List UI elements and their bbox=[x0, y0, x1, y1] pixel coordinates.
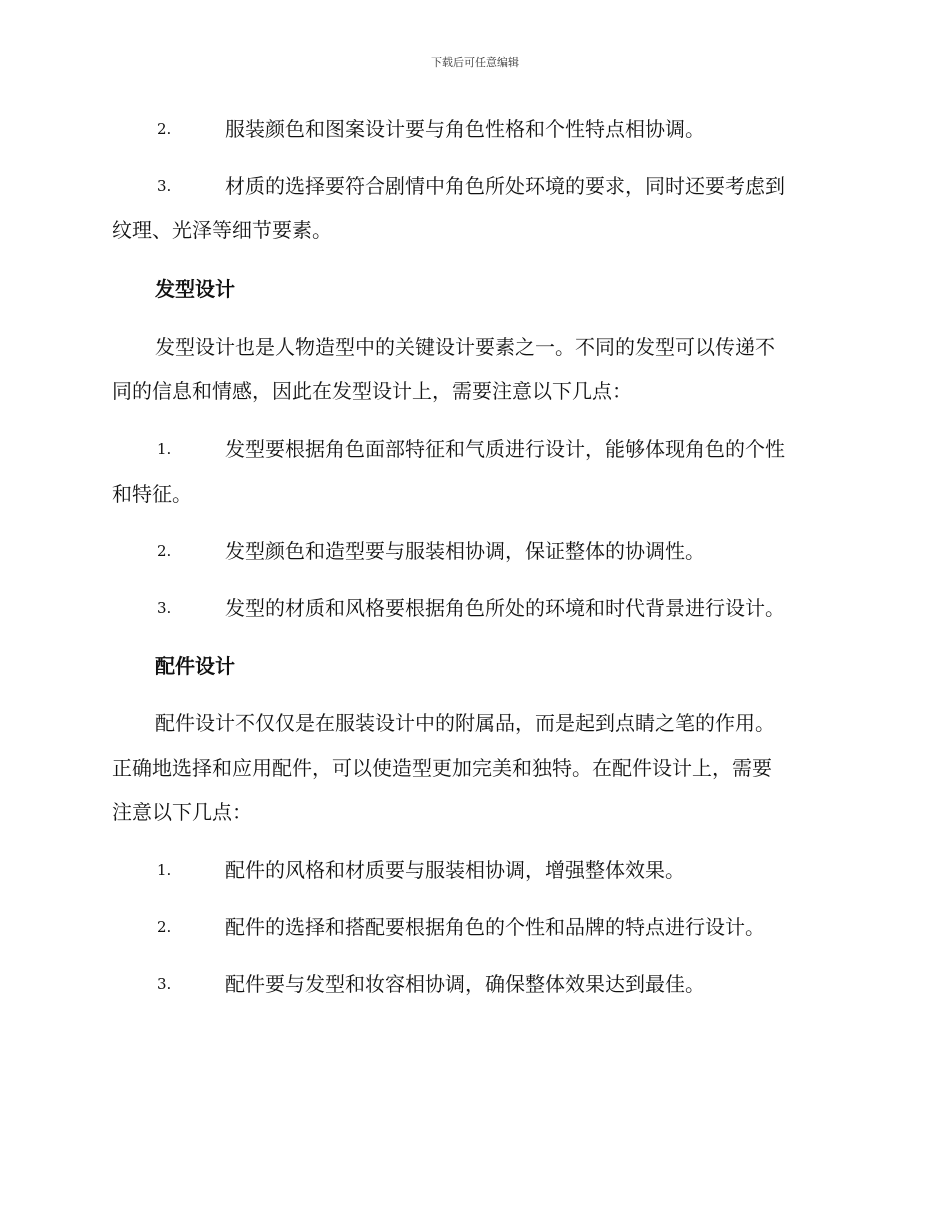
list-item-text-continued: 和特征。 bbox=[112, 482, 192, 506]
list-item-text: 材质的选择要符合剧情中角色所处环境的要求，同时还要考虑到 bbox=[225, 174, 785, 198]
list-item-text: 发型的材质和风格要根据角色所处的环境和时代背景进行设计。 bbox=[225, 596, 785, 620]
section-heading: 配件设计 bbox=[155, 654, 235, 678]
list-number: 3. bbox=[157, 177, 172, 195]
list-item-text: 服装颜色和图案设计要与角色性格和个性特点相协调。 bbox=[225, 117, 705, 141]
list-item-text: 发型要根据角色面部特征和气质进行设计，能够体现角色的个性 bbox=[225, 437, 785, 461]
list-item-text-continued: 纹理、光泽等细节要素。 bbox=[112, 218, 332, 242]
list-item-text: 发型颜色和造型要与服装相协调，保证整体的协调性。 bbox=[225, 539, 705, 563]
list-number: 3. bbox=[157, 599, 172, 617]
list-item-text: 配件的风格和材质要与服装相协调，增强整体效果。 bbox=[225, 858, 685, 882]
list-item-text: 配件要与发型和妆容相协调，确保整体效果达到最佳。 bbox=[225, 972, 705, 996]
page-header-note: 下载后可任意编辑 bbox=[431, 56, 519, 69]
paragraph-text: 注意以下几点： bbox=[112, 800, 252, 824]
list-number: 2. bbox=[157, 120, 172, 138]
list-item-text: 配件的选择和搭配要根据角色的个性和品牌的特点进行设计。 bbox=[225, 915, 765, 939]
list-number: 1. bbox=[157, 440, 172, 458]
list-number: 1. bbox=[157, 861, 172, 879]
paragraph-text: 同的信息和情感，因此在发型设计上，需要注意以下几点： bbox=[112, 379, 632, 403]
list-number: 3. bbox=[157, 975, 172, 993]
paragraph-text: 发型设计也是人物造型中的关键设计要素之一。不同的发型可以传递不 bbox=[155, 335, 775, 359]
paragraph-text: 正确地选择和应用配件，可以使造型更加完美和独特。在配件设计上，需要 bbox=[112, 756, 772, 780]
list-number: 2. bbox=[157, 918, 172, 936]
list-number: 2. bbox=[157, 542, 172, 560]
section-heading: 发型设计 bbox=[155, 277, 235, 301]
paragraph-text: 配件设计不仅仅是在服装设计中的附属品，而是起到点睛之笔的作用。 bbox=[155, 711, 775, 735]
